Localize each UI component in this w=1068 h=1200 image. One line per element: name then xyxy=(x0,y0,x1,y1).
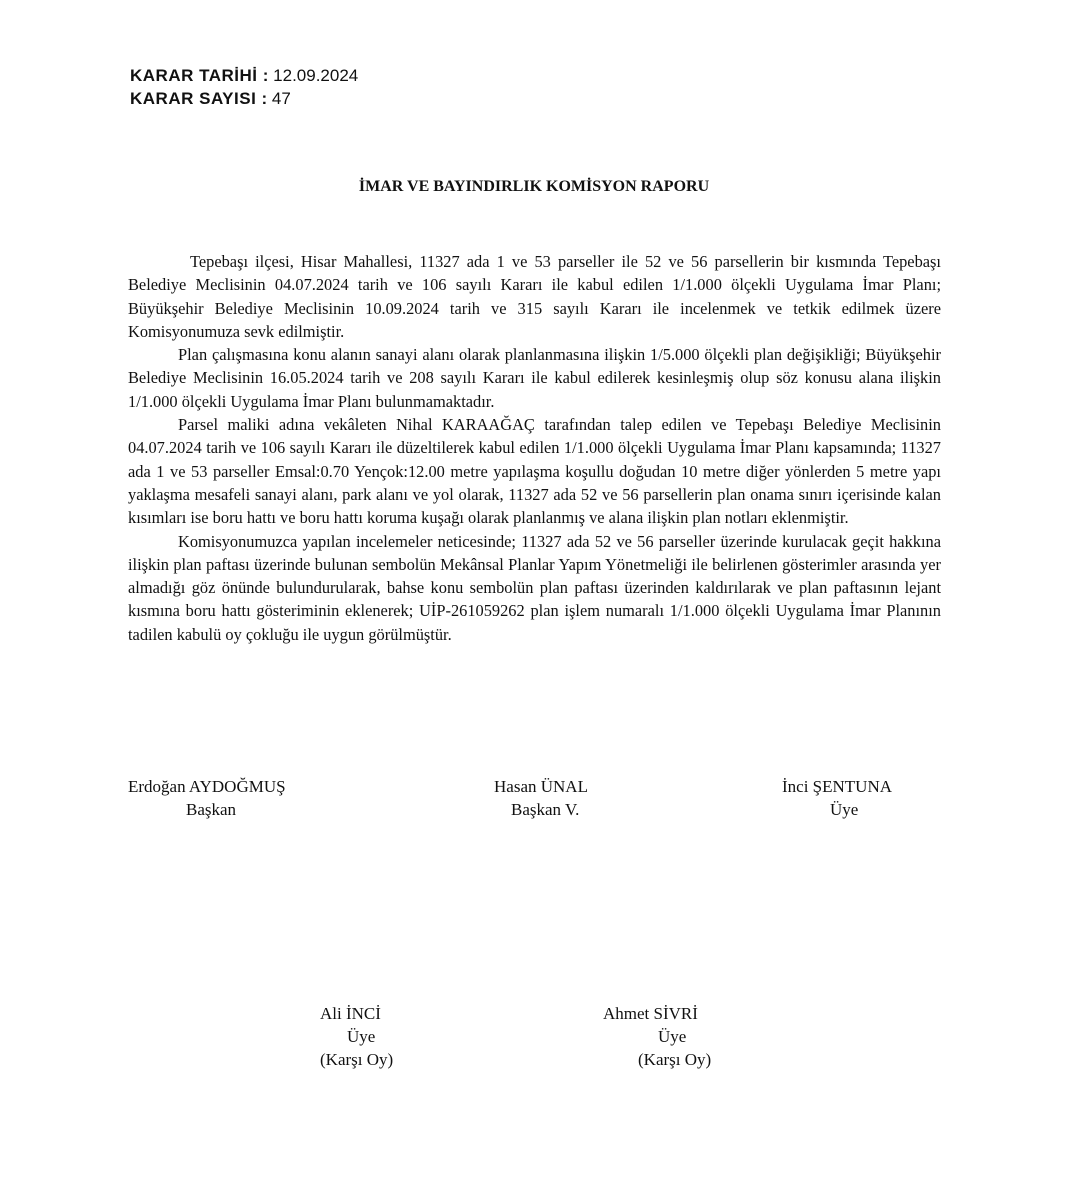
decision-number-label: KARAR SAYISI : xyxy=(130,89,268,108)
signatory-name: Erdoğan AYDOĞMUŞ xyxy=(128,777,286,796)
signatory-name: Ali İNCİ xyxy=(320,1004,381,1023)
signatory-name: Hasan ÜNAL xyxy=(494,777,588,796)
signature-member-dissent xyxy=(603,1002,711,1071)
paragraph-3: Parsel maliki adına vekâleten Nihal KARAAĞAÇ tarafından talep edilen ve Tepebaşı Belediye Meclisinin 04.07.2024 tarih ve 106 sayılı Kararı ile düzeltilerek kabul edilen 1/1.000 ölçekli Uygulama İmar Planı kapsamında; 11327 ada 1 ve 53 parseller Emsal:0.70 Yençok:12.00 metre yapılaşma koşullu doğudan 10 metre diğer yönlerden 5 metre yapı yaklaşma mesafeli sanayi alanı, park alanı ve yol olarak, 11327 ada 52 ve 56 parsellerin plan onama sınırı içerisinde kalan kısımları ise boru hattı ve boru hattı koruma kuşağı olarak planlanmış ve alana ilişkin plan notları eklenmiştir. xyxy=(128,415,941,528)
signature-chair xyxy=(128,775,286,821)
signatory-name: İnci ŞENTUNA xyxy=(782,777,893,796)
paragraph-4: Komisyonumuzca yapılan incelemeler neticesinde; 11327 ada 52 ve 56 parseller üzerinde kurulacak geçit hakkına ilişkin plan paftası üzerinde bulunan sembolün Mekânsal Planlar Yapım Yönetmeliği ile belirlenen gösterimler arasında yer almadığı göz önünde bulundurularak, bahse konu sembolün plan paftası üzerinden kaldırılarak ve plan paftasının lejant kısmına boru hattı gösteriminin eklenerek; UİP-261059262 plan işlem numaralı 1/1.000 ölçekli Uygulama İmar Planının tadilen kabulü oy çokluğu ile uygun görülmüştür. xyxy=(128,531,941,644)
paragraph-2: Plan çalışmasına konu alanın sanayi alanı olarak planlanmasına ilişkin 1/5.000 ölçekli plan değişikliği; Büyükşehir Belediye Meclisinin 16.05.2024 tarih ve 208 sayılı Kararı ile kabul edilerek kesinleşmiş olup söz konusu alana ilişkin 1/1.000 ölçekli Uygulama İmar Planı bulunmamaktadır. xyxy=(128,345,941,411)
signatory-role: Üye xyxy=(830,800,859,819)
decision-date-label: KARAR TARİHİ : xyxy=(130,66,269,85)
dissent-note: (Karşı Oy) xyxy=(320,1050,394,1069)
report-title: İMAR VE BAYINDIRLIK KOMİSYON RAPORU xyxy=(358,178,710,195)
decision-number-value: 47 xyxy=(271,89,291,108)
signatory-role: Üye xyxy=(658,1027,687,1046)
decision-number-row xyxy=(130,87,358,110)
signature-member xyxy=(782,775,892,821)
decision-header xyxy=(130,64,358,110)
report-body xyxy=(128,250,941,646)
signatory-role: Başkan V. xyxy=(511,800,580,819)
signatory-role: Üye xyxy=(347,1027,376,1046)
signature-member-dissent xyxy=(320,1002,393,1071)
signatory-name: Ahmet SİVRİ xyxy=(603,1004,698,1023)
decision-date-row xyxy=(130,64,358,87)
signature-vice-chair xyxy=(494,775,588,821)
decision-date-value: 12.09.2024 xyxy=(273,66,359,85)
dissent-note: (Karşı Oy) xyxy=(638,1050,712,1069)
signatory-role: Başkan xyxy=(186,800,237,819)
paragraph-1: Tepebaşı ilçesi, Hisar Mahallesi, 11327 ada 1 ve 53 parseller ile 52 ve 56 parsellerin bir kısmında Tepebaşı Belediye Meclisinin 04.07.2024 tarih ve 106 sayılı Kararı ile kabul edilen 1/1.000 ölçekli Uygulama İmar Planı; Büyükşehir Belediye Meclisinin 10.09.2024 tarih ve 315 sayılı Kararı ile incelenmek ve tetkik edilmek üzere Komisyonumuza sevk edilmiştir. xyxy=(128,252,941,341)
